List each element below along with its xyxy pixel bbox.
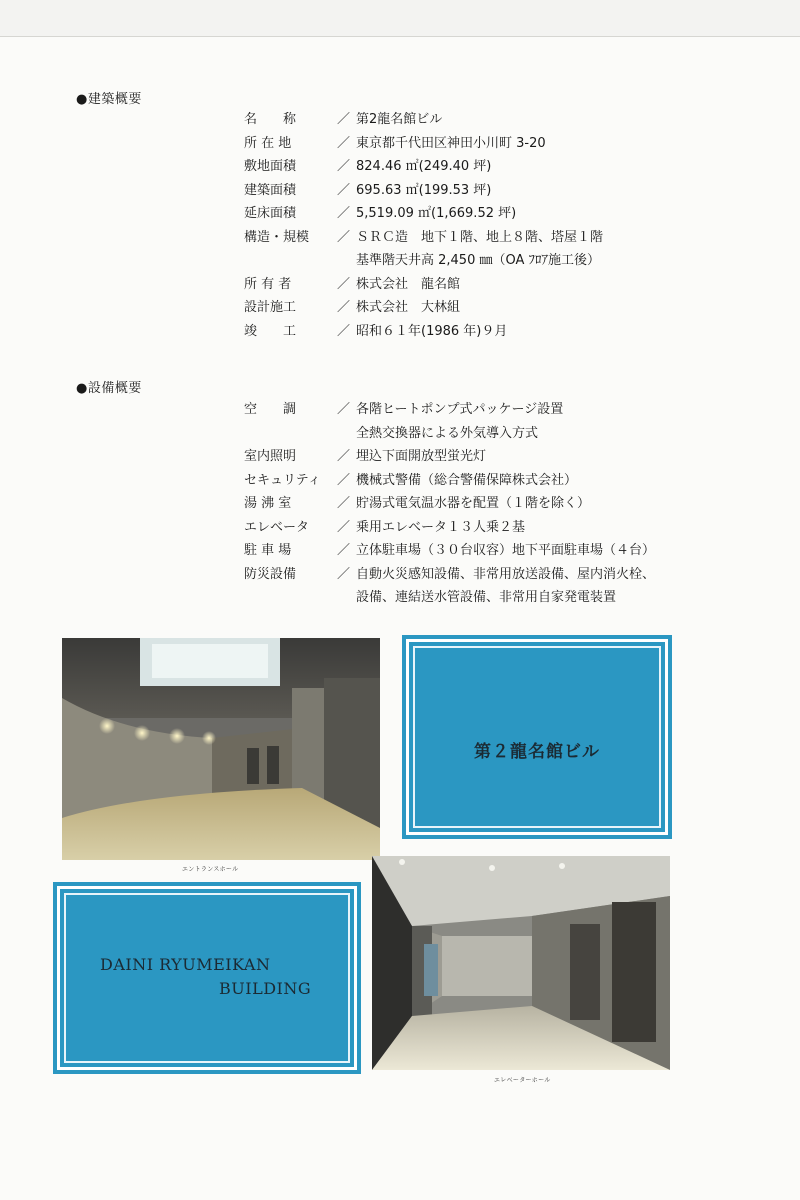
architecture-row-label: 設計施工 [244,300,297,315]
equipment-rows [244,398,764,610]
architecture-row-label: 延床面積 [244,206,297,221]
equipment-row-value: 全熱交換器による外気導入方式 [356,425,539,441]
equipment-row-value: 各階ヒートポンプ式パッケージ設置 [356,402,564,417]
equipment-row-separator: ／ [337,402,351,417]
japanese-name-box [406,639,668,835]
architecture-row-separator: ／ [337,112,351,127]
architecture-row-value: 東京都千代田区神田小川町 3-20 [356,135,546,151]
equipment-row-label: 湯 沸 室 [244,496,292,511]
equipment-title: ●設備概要 [76,381,142,396]
equipment-row-value: 乗用エレベータ１３人乗２基 [356,519,526,535]
equipment-row [244,586,764,610]
architecture-row-value: 第2龍名館ビル [356,112,443,127]
architecture-row-label: 所 在 地 [244,135,292,151]
equipment-row-label: 防災設備 [244,566,297,582]
equipment-row [244,469,764,493]
building-name-en-line2: BUILDING [219,979,312,998]
architecture-row-separator: ／ [337,182,351,198]
equipment-row-label: 空 調 [244,402,297,417]
equipment-row-value: 設備、連結送水管設備、非常用自家発電装置 [356,590,617,605]
architecture-row-label: 敷地面積 [244,159,297,174]
architecture-row-separator: ／ [337,206,351,221]
equipment-row-separator: ／ [337,566,351,582]
architecture-row-separator: ／ [337,323,351,339]
architecture-row-separator: ／ [337,300,351,315]
equipment-row [244,492,764,516]
architecture-row-value: 基準階天井高 2,450 ㎜（OA ﾌﾛｱ施工後） [356,253,601,268]
architecture-row-value: 株式会社 大林組 [356,300,461,315]
equipment-row [244,445,764,469]
architecture-row [244,132,764,156]
architecture-row-value: 株式会社 龍名館 [356,276,461,292]
elevator-hall-caption: エレベーターホール [494,1077,551,1084]
architecture-row [244,273,764,297]
equipment-row-label: エレベータ [244,519,310,535]
architecture-row-label: 竣 工 [244,323,297,339]
architecture-row [244,249,764,273]
architecture-row-label: 所 有 者 [244,276,292,292]
architecture-row-value: 695.63 ㎡(199.53 坪) [356,182,492,198]
architecture-row [244,296,764,320]
equipment-row [244,539,764,563]
equipment-row [244,563,764,587]
entrance-hall-caption: エントランスホール [182,866,239,873]
equipment-row-separator: ／ [337,519,351,535]
architecture-row-label: 建築面積 [244,182,297,198]
elevator-hall-photo [372,856,670,1070]
equipment-row-label: セキュリティ [244,472,321,488]
equipment-row-value: 貯湯式電気温水器を配置（１階を除く） [356,496,591,511]
architecture-row-separator: ／ [337,159,351,174]
architecture-row [244,155,764,179]
equipment-row-separator: ／ [337,449,351,464]
architecture-row-value: 824.46 ㎡(249.40 坪) [356,159,492,174]
equipment-row-label: 室内照明 [244,449,297,464]
building-name-jp: 第２龍名館ビル [474,742,600,762]
architecture-row [244,179,764,203]
architecture-row-label: 名 称 [244,112,297,127]
architecture-row-value: 5,519.09 ㎡(1,669.52 坪) [356,206,517,221]
english-name-box-frame [64,893,350,1063]
equipment-row-value: 立体駐車場（３０台収容）地下平面駐車場（４台） [356,543,656,558]
architecture-row-value: ＳＲＣ造 地下１階、地上８階、塔屋１階 [356,229,604,245]
english-name-box [57,886,357,1070]
equipment-row [244,398,764,422]
equipment-row-separator: ／ [337,472,351,488]
architecture-row [244,202,764,226]
equipment-row-value: 埋込下面開放型蛍光灯 [356,449,487,464]
architecture-row-separator: ／ [337,276,351,292]
architecture-row [244,226,764,250]
equipment-row [244,422,764,446]
equipment-row [244,516,764,540]
entrance-hall-photo [62,638,380,860]
equipment-row-label: 駐 車 場 [244,543,292,558]
equipment-row-separator: ／ [337,543,351,558]
architecture-title: ●建築概要 [76,92,142,107]
equipment-row-separator: ／ [337,496,351,511]
architecture-row-separator: ／ [337,229,351,245]
architecture-row-label: 構造・規模 [244,229,310,245]
equipment-row-value: 自動火災感知設備、非常用放送設備、屋内消火栓、 [356,566,656,582]
architecture-row [244,108,764,132]
architecture-row-value: 昭和６１年(1986 年)９月 [356,323,508,339]
architecture-row [244,320,764,344]
scan-top-band [0,0,800,37]
architecture-row-separator: ／ [337,135,351,151]
equipment-row-value: 機械式警備（総合警備保障株式会社） [356,472,578,488]
building-name-en-line1: DAINI RYUMEIKAN [100,955,271,974]
architecture-rows [244,108,764,343]
